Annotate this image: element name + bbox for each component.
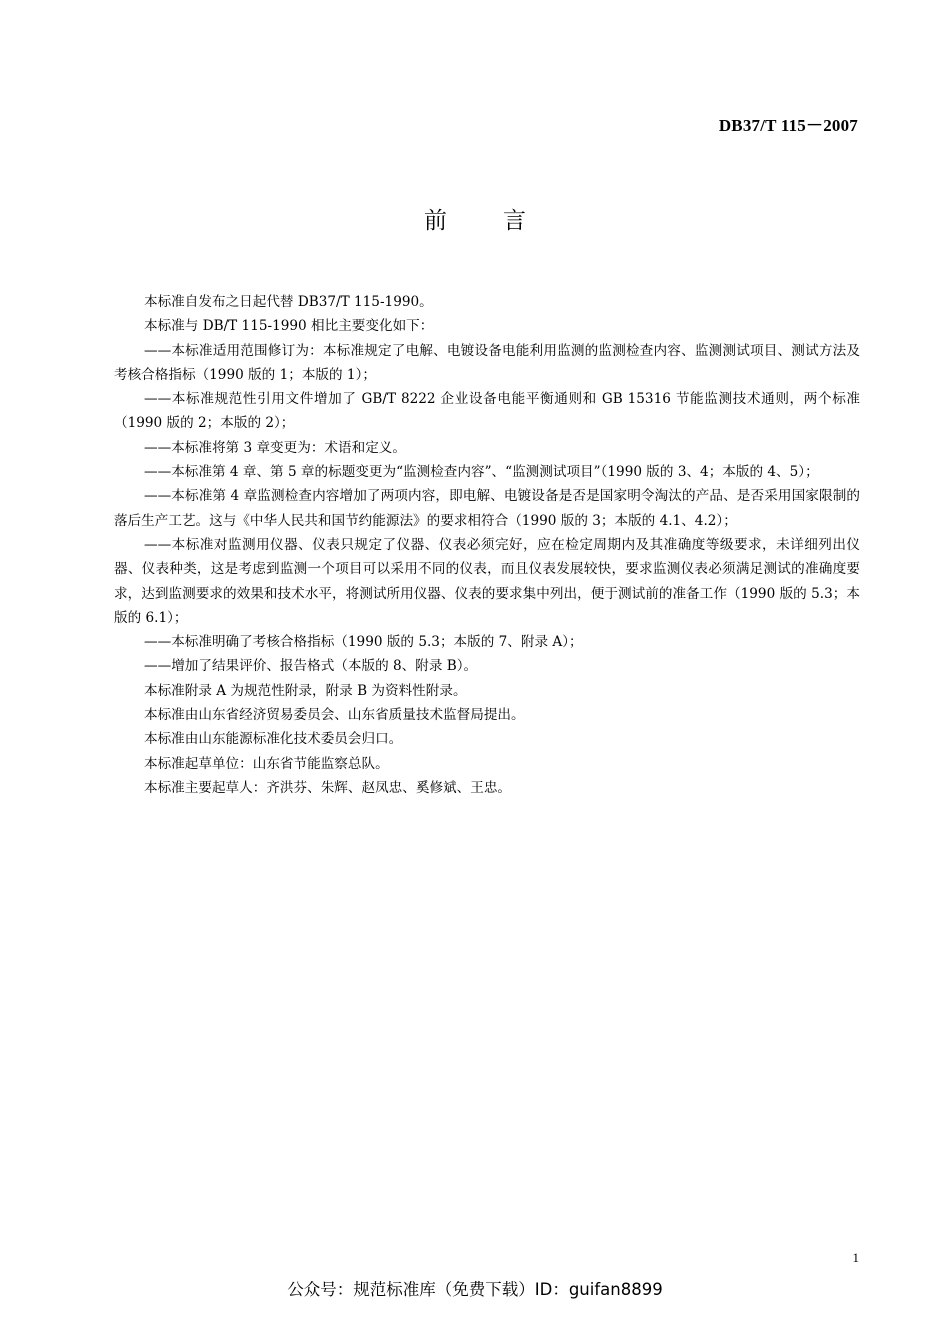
paragraph: ——本标准第 4 章监测检查内容增加了两项内容，即电解、电镀设备是否是国家明令淘汰的产品、是否采用国家限制的落后生产工艺。这与《中华人民共和国节约能源法》的要求相符合（1990 版的 3；本版的 4.1、4.2）； xyxy=(114,488,860,529)
paragraph: 本标准附录 A 为规范性附录，附录 B 为资料性附录。 xyxy=(144,682,467,699)
paragraph: 本标准自发布之日起代替 DB37/T 115-1990。 xyxy=(144,294,433,310)
page-title: 前言 xyxy=(424,208,582,234)
paragraph: ——本标准规范性引用文件增加了 GB/T 8222 企业设备电能平衡通则和 GB 15316 节能监测技术通则，两个标准（1990 版的 2；本版的 2）； xyxy=(114,391,860,432)
paragraph: ——本标准第 4 章、第 5 章的标题变更为“监测检查内容”、“监测测试项目”（1990 版的 3、4；本版的 4、5）； xyxy=(144,464,819,481)
paragraph: ——增加了结果评价、报告格式（本版的 8、附录 B）。 xyxy=(144,658,478,675)
paragraph: 本标准与 DB/T 115-1990 相比主要变化如下： xyxy=(144,318,434,335)
paragraph: ——本标准对监测用仪器、仪表只规定了仪器、仪表必须完好，应在检定周期内及其准确度等级要求，未详细列出仪器、仪表种类，这是考虑到监测一个项目可以采用不同的仪表，而且仪表发展较快，要求监测仪表必须满足测试的准确度要求，达到监测要求的效果和技术水平，将测试所用仪器、仪表的要求集中列出，便于测试前的准备工作（1990 版的 5.3；本版的 6.1）； xyxy=(114,536,860,626)
paragraph: ——本标准适用范围修订为：本标准规定了电解、电镀设备电能利用监测的监测检查内容、监测测试项目、测试方法及考核合格指标（1990 版的 1；本版的 1）； xyxy=(114,342,860,383)
paragraph: 本标准由山东省经济贸易委员会、山东省质量技术监督局提出。 xyxy=(144,707,525,724)
paragraph: 本标准由山东能源标准化技术委员会归口。 xyxy=(144,731,403,748)
paragraph: ——本标准明确了考核合格指标（1990 版的 5.3；本版的 7、附录 A）； xyxy=(144,634,583,651)
foreword-body xyxy=(114,290,860,800)
page-number: 1 xyxy=(852,1250,859,1265)
paragraph: ——本标准将第 3 章变更为：术语和定义。 xyxy=(144,439,406,456)
standard-code: DB37/T 115－2007 xyxy=(718,116,858,135)
footer-watermark: 公众号：规范标准库（免费下载）ID：guifan8899 xyxy=(287,1280,663,1299)
paragraph: 本标准主要起草人：齐洪芬、朱辉、赵凤忠、奚修斌、王忠。 xyxy=(144,779,512,796)
paragraph: 本标准起草单位：山东省节能监察总队。 xyxy=(144,755,389,772)
